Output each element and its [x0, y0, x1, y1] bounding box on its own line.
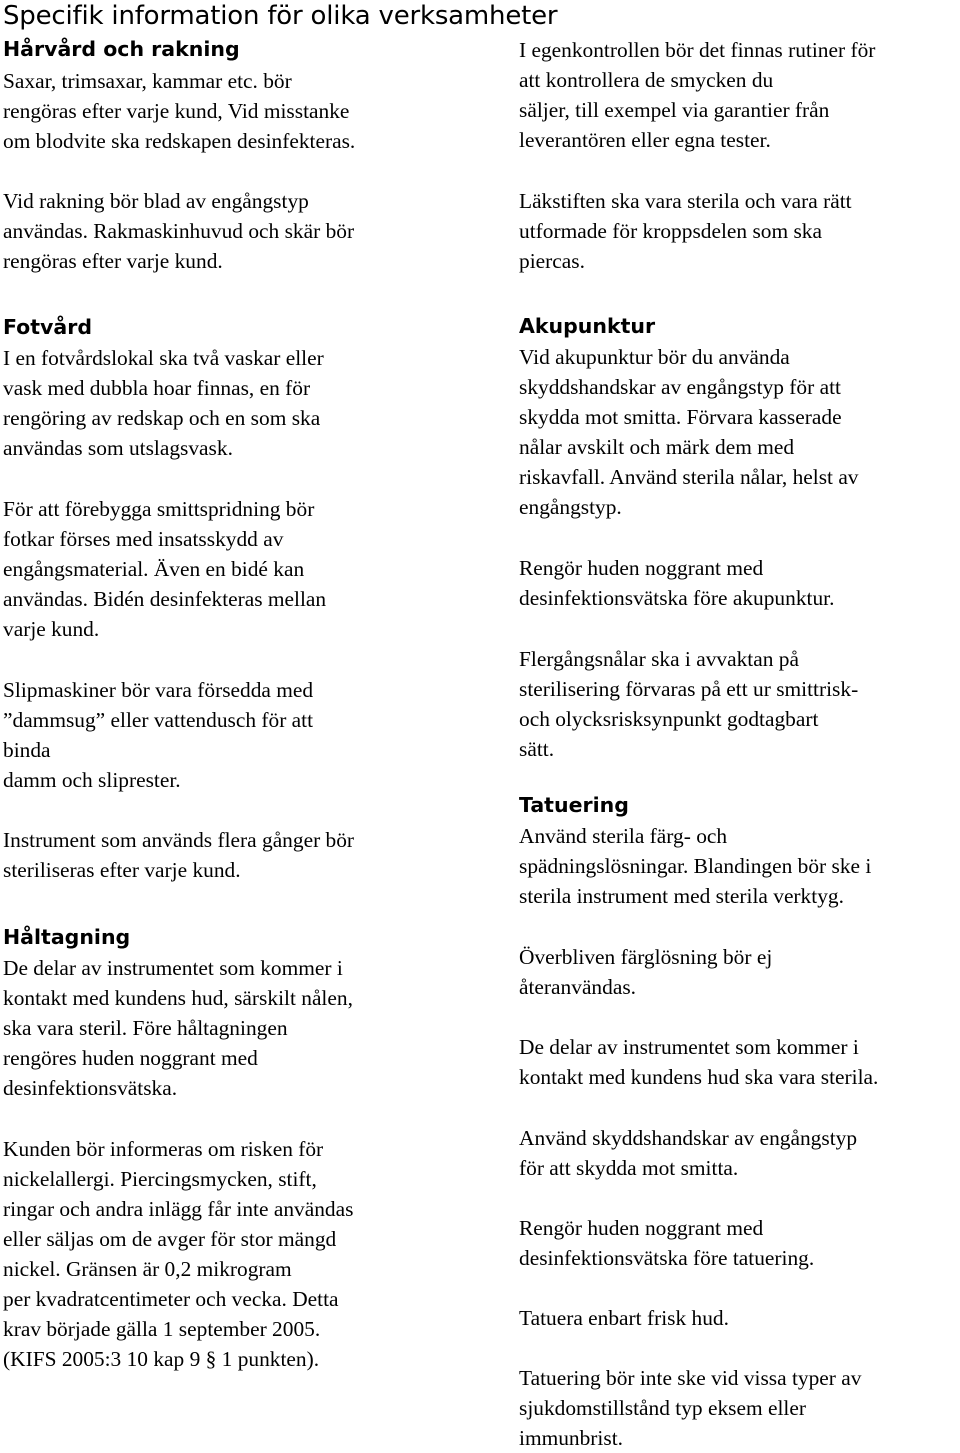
text-line: ”dammsug” eller vattendusch för att — [3, 708, 314, 732]
text-line: per kvadratcentimeter och vecka. Detta — [3, 1287, 339, 1311]
text-line: ringar och andra inlägg får inte användas — [3, 1197, 354, 1221]
text-line: nålar avskilt och märk dem med — [519, 435, 795, 459]
text-line: sterilisering förvaras på ett ur smittrisk- — [519, 677, 859, 701]
text-line: Flergångsnålar ska i avvaktan på — [519, 647, 799, 671]
section-heading-tatuering: Tatuering — [519, 793, 629, 817]
tatuering-paragraph-6 — [519, 1303, 729, 1333]
haltagning-cont-paragraph-2 — [519, 186, 852, 276]
tatuering-paragraph-2 — [519, 942, 772, 1002]
text-line: De delar av instrumentet som kommer i — [519, 1035, 859, 1059]
akupunktur-paragraph-3 — [519, 644, 858, 764]
akupunktur-paragraph-2 — [519, 553, 834, 613]
section-heading-akupunktur: Akupunktur — [519, 314, 656, 338]
text-line: nickel. Gränsen är 0,2 mikrogram — [3, 1257, 292, 1281]
text-line: De delar av instrumentet som kommer i — [3, 956, 343, 980]
text-line: utformade för kroppsdelen som ska — [519, 219, 822, 243]
text-line: sterila instrument med sterila verktyg. — [519, 884, 844, 908]
harvard-paragraph-1 — [3, 66, 355, 156]
text-line: återanvändas. — [519, 975, 636, 999]
text-line: användas. Bidén desinfekteras mellan — [3, 587, 327, 611]
text-line: Överbliven färglösning bör ej — [519, 945, 773, 969]
section-heading-haltagning: Håltagning — [3, 925, 131, 949]
section-heading-fotvard: Fotvård — [3, 315, 93, 339]
fotvard-paragraph-1 — [3, 343, 324, 463]
text-line: damm och sliprester. — [3, 768, 181, 792]
text-line: skyddshandskar av engångstyp för att — [519, 375, 841, 399]
harvard-paragraph-2 — [3, 186, 354, 276]
text-line: piercas. — [519, 249, 585, 273]
tatuering-paragraph-3 — [519, 1032, 878, 1092]
text-line: immunbrist. — [519, 1426, 623, 1450]
text-line: rengöres huden noggrant med — [3, 1046, 258, 1070]
text-line: Tatuering bör inte ske vid vissa typer av — [519, 1366, 862, 1390]
tatuering-paragraph-7 — [519, 1363, 861, 1453]
haltagning-paragraph-2 — [3, 1134, 353, 1374]
page-title: Specifik information för olika verksamheter — [3, 1, 558, 31]
text-line: Rengör huden noggrant med — [519, 1216, 764, 1240]
text-line: desinfektionsvätska före tatuering. — [519, 1246, 815, 1270]
text-line: Vid rakning bör blad av engångstyp — [3, 189, 309, 213]
text-line: Läkstiften ska vara sterila och vara rätt — [519, 189, 852, 213]
fotvard-paragraph-3 — [3, 675, 313, 795]
text-line: sjukdomstillstånd typ eksem eller — [519, 1396, 806, 1420]
text-line: krav började gälla 1 september 2005. — [3, 1317, 321, 1341]
text-line: och olycksrisksynpunkt godtagbart — [519, 707, 819, 731]
tatuering-paragraph-1 — [519, 821, 871, 911]
text-line: skydda mot smitta. Förvara kasserade — [519, 405, 842, 429]
text-line: nickelallergi. Piercingsmycken, stift, — [3, 1167, 317, 1191]
text-line: sätt. — [519, 737, 555, 761]
text-line: Vid akupunktur bör du använda — [519, 345, 790, 369]
text-line: Använd sterila färg- och — [519, 824, 728, 848]
tatuering-paragraph-4 — [519, 1123, 857, 1183]
text-line: fotkar förses med insatsskydd av — [3, 527, 284, 551]
text-line: rengöras efter varje kund. — [3, 249, 223, 273]
text-line: I en fotvårdslokal ska två vaskar eller — [3, 346, 324, 370]
text-line: spädningslösningar. Blandingen bör ske i — [519, 854, 872, 878]
text-line: om blodvite ska redskapen desinfekteras. — [3, 129, 356, 153]
text-line: rengöring av redskap och en som ska — [3, 406, 321, 430]
text-line: desinfektionsvätska före akupunktur. — [519, 586, 835, 610]
text-line: engångsmaterial. Även en bidé kan — [3, 557, 305, 581]
text-line: steriliseras efter varje kund. — [3, 858, 241, 882]
text-line: riskavfall. Använd sterila nålar, helst av — [519, 465, 859, 489]
text-line: binda — [3, 738, 51, 762]
text-line: Instrument som används flera gånger bör — [3, 828, 355, 852]
text-line: Använd skyddshandskar av engångstyp — [519, 1126, 858, 1150]
text-line: eller säljas om de avger för stor mängd — [3, 1227, 337, 1251]
text-line: kontakt med kundens hud, särskilt nålen, — [3, 986, 353, 1010]
text-line: varje kund. — [3, 617, 100, 641]
fotvard-paragraph-2 — [3, 494, 326, 644]
text-line: Slipmaskiner bör vara försedda med — [3, 678, 314, 702]
text-line: kontakt med kundens hud ska vara sterila. — [519, 1065, 879, 1089]
text-line: I egenkontrollen bör det finnas rutiner för — [519, 38, 876, 62]
text-line: för att skydda mot smitta. — [519, 1156, 739, 1180]
text-line: användas som utslagsvask. — [3, 436, 233, 460]
text-line: att kontrollera de smycken du — [519, 68, 774, 92]
text-line: engångstyp. — [519, 495, 622, 519]
akupunktur-paragraph-1 — [519, 342, 859, 522]
text-line: Tatuera enbart frisk hud. — [519, 1306, 729, 1330]
text-line: desinfektionsvätska. — [3, 1076, 178, 1100]
text-line: För att förebygga smittspridning bör — [3, 497, 315, 521]
text-line: ska vara steril. Före håltagningen — [3, 1016, 288, 1040]
text-line: säljer, till exempel via garantier från — [519, 98, 830, 122]
haltagning-paragraph-1 — [3, 953, 353, 1103]
section-heading-harvard: Hårvård och rakning — [3, 37, 240, 61]
tatuering-paragraph-5 — [519, 1213, 814, 1273]
text-line: rengöras efter varje kund, Vid misstanke — [3, 99, 350, 123]
text-line: användas. Rakmaskinhuvud och skär bör — [3, 219, 355, 243]
text-line: Saxar, trimsaxar, kammar etc. bör — [3, 69, 292, 93]
text-line: Rengör huden noggrant med — [519, 556, 764, 580]
fotvard-paragraph-4 — [3, 825, 354, 885]
text-line: leverantören eller egna tester. — [519, 128, 771, 152]
haltagning-cont-paragraph-1 — [519, 35, 875, 155]
text-line: (KIFS 2005:3 10 kap 9 § 1 punkten). — [3, 1347, 320, 1371]
text-line: vask med dubbla hoar finnas, en för — [3, 376, 311, 400]
text-line: Kunden bör informeras om risken för — [3, 1137, 324, 1161]
